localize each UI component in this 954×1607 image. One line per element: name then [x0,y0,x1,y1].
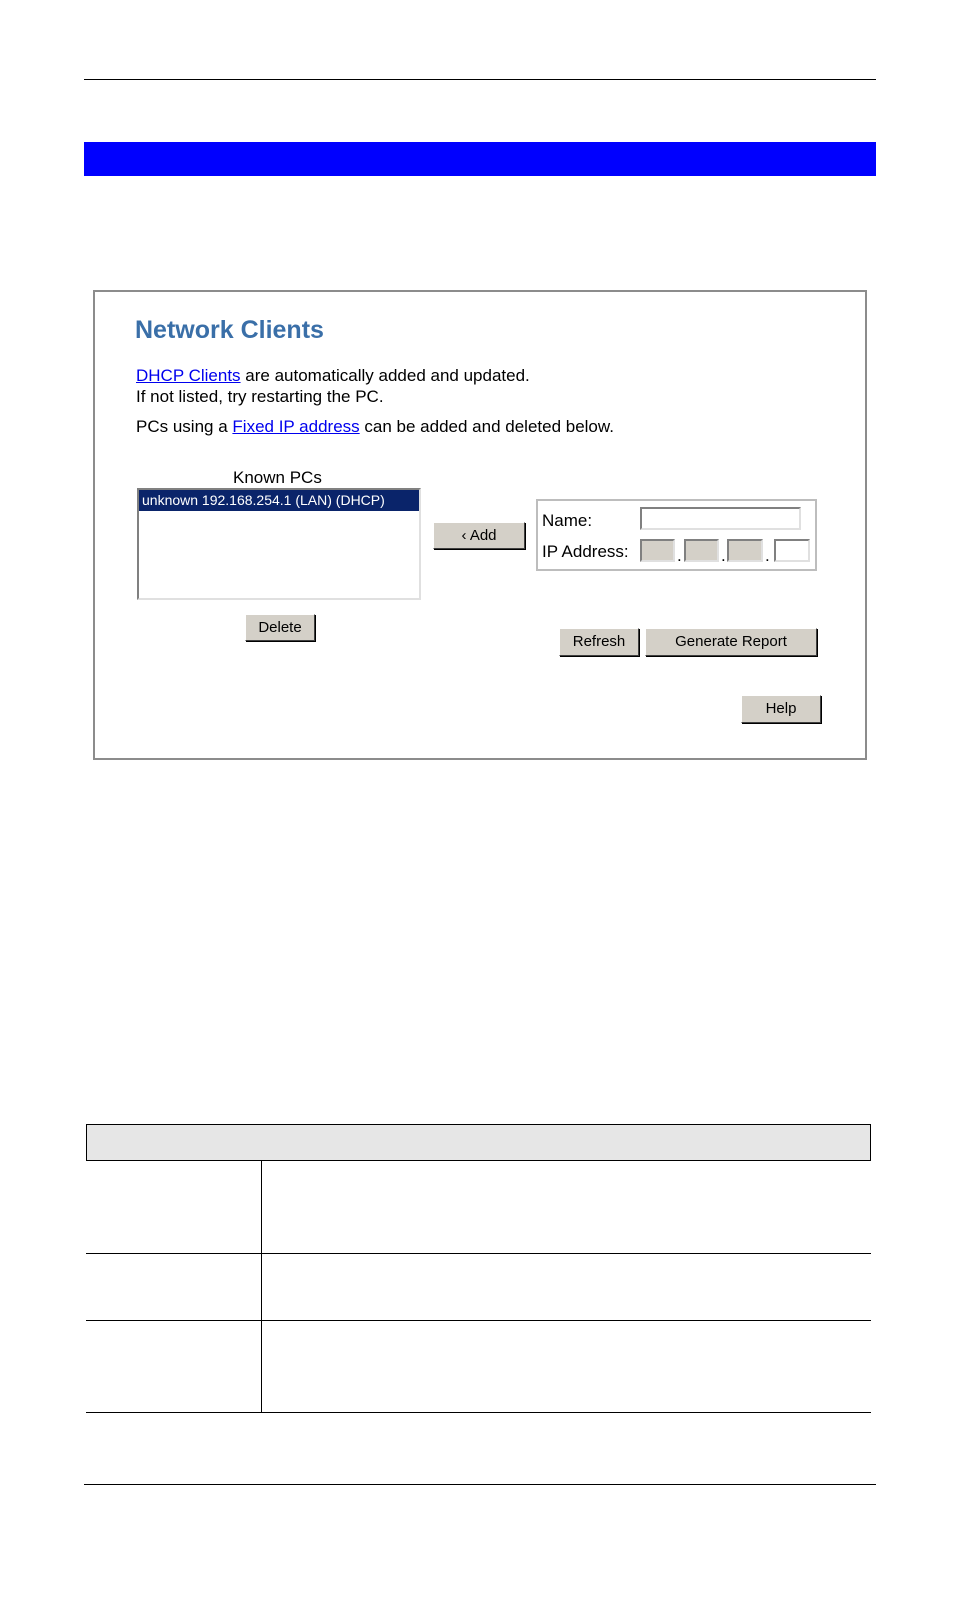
section-heading-bar [84,142,876,176]
refresh-button[interactable]: Refresh [559,628,639,656]
restart-hint: If not listed, try restarting the PC. [136,387,384,406]
dhcp-clients-line [136,366,530,386]
add-button[interactable]: ‹ Add [433,522,525,549]
known-pcs-listbox[interactable] [137,488,421,600]
fixed-ip-link[interactable]: Fixed IP address [232,417,360,436]
footer-rule [84,1484,876,1485]
generate-report-button[interactable]: Generate Report [645,628,817,656]
known-pcs-item-selected[interactable]: unknown 192.168.254.1 (LAN) (DHCP) [139,490,419,511]
header-rule [84,79,876,80]
ip-address-label: IP Address: [542,542,629,561]
ip-octet-2-input[interactable] [684,539,719,562]
ip-octet-4-input[interactable] [774,539,810,562]
dhcp-clients-text: are automatically added and updated. [245,366,530,385]
dhcp-clients-link[interactable]: DHCP Clients [136,366,241,385]
ip-octet-1-input[interactable] [640,539,675,562]
delete-button[interactable]: Delete [245,614,315,641]
fixed-ip-line [136,417,614,437]
table-header-row [86,1124,871,1161]
client-entry-box [536,499,817,571]
known-pcs-label: Known PCs [233,468,322,487]
name-input[interactable] [640,507,801,530]
fixed-ip-prefix: PCs using a [136,417,228,436]
table-row-divider-1 [86,1253,871,1254]
page-title: Network Clients [135,316,324,344]
table-row-divider-2 [86,1320,871,1321]
name-label: Name: [542,511,593,530]
table-column-divider [261,1161,262,1413]
ip-dot-2: . [721,546,726,565]
ip-dot-3: . [765,546,770,565]
ip-octet-3-input[interactable] [727,539,763,562]
help-button[interactable]: Help [741,695,821,723]
table-bottom-rule [86,1412,871,1413]
network-clients-screenshot [93,290,867,760]
fixed-ip-suffix: can be added and deleted below. [364,417,614,436]
ip-dot-1: . [677,546,682,565]
